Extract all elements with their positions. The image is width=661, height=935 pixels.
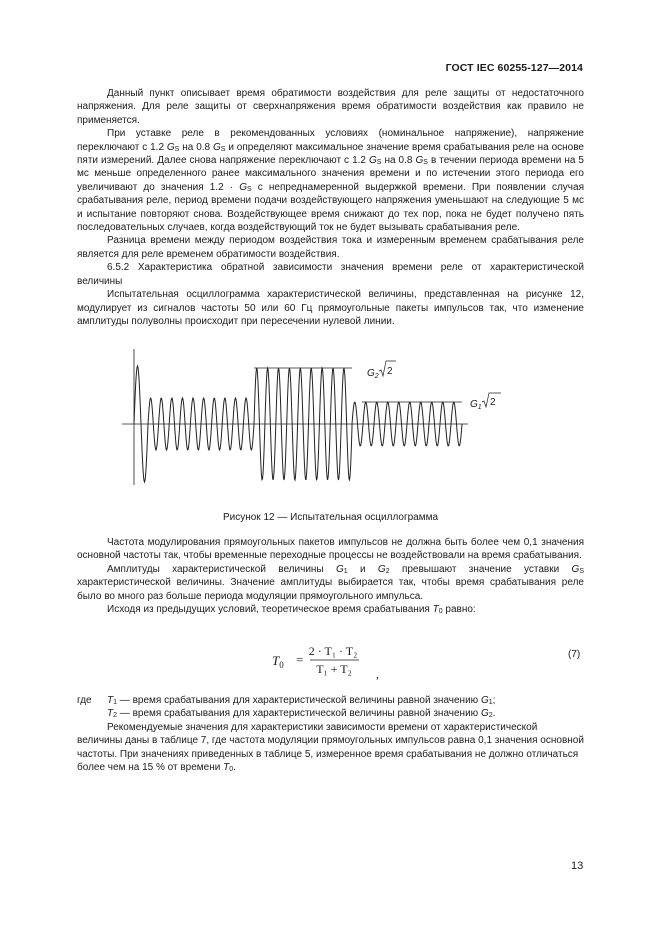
paragraph-test-procedure: При уставке реле в рекомендованных условиях (номинальное напряжение), напряжение переключают с 1.2 $G_S$ на 0.8 $G_S$ и определяют максимальное значение время срабатывания реле на основе пяти измерений. Далее снова напряжение переключают с 1.2 $G_S$ на 0.8 $G_S$ в течении периода времени на 5 мс меньше определенного ранее максимального значения времени и по истечении этого периода его увеличивают до значения $1.2 \cdot G_S$ с непреднамеренной выдержкой времени. При появлении случая срабатывания реле, период времени подачи воздействующего напряжения уменьшают на следующие 5 мс и испытание повторяют снова. Воздействующее время снижают до тех пор, пока не будет получено пять последовательных случаев, когда воздействующий ток не будет вызывать срабатывания реле. bbox=[77, 128, 584, 234]
formula-lhs: $T_0$ bbox=[272, 653, 284, 670]
g2-sqrt-value: 2 bbox=[387, 366, 393, 377]
formula-equals: = bbox=[296, 652, 304, 667]
formula-explanation bbox=[77, 694, 584, 774]
formula-comma: , bbox=[376, 667, 379, 681]
where-line-t2: $T_2$ — время срабатывания для характеристической величины равной значению $G_2$. bbox=[107, 708, 496, 720]
formula-numerator: 2 · T₁ · T₂ bbox=[308, 644, 358, 658]
test-oscillogram-figure bbox=[120, 343, 520, 493]
paragraph-modulation-frequency: Частота модулирования прямоугольных пакетов импульсов не должна быть более чем 0,1 значения основной частоты так, чтобы временные переходные процессы не воздействовали на время срабатывания. bbox=[77, 537, 584, 562]
paragraph-recommended-values: Рекомендуемые значения для характеристики зависимости времени от характеристической величины даны в таблице 7, где частота модуляции прямоугольных импульсов равна 0,1 значения основной частоты. При значениях приведенных в таблице 5, измеренное время срабатывания не должно отличаться более чем на 15 % от времени $T_0$. bbox=[77, 721, 584, 774]
document-id-header: ГОСТ IEC 60255-127—2014 bbox=[445, 62, 583, 74]
g1-label: $G_1$ bbox=[470, 399, 482, 411]
paragraph-reset-definition: Разница времени между периодом воздействия тока и измеренным временем срабатывания реле является для реле временем обратимости воздействия. bbox=[77, 235, 584, 260]
page-number: 13 bbox=[571, 860, 584, 872]
g1-sqrt-value: 2 bbox=[490, 397, 496, 408]
section-heading-6-5-2: 6.5.2 Характеристика обратной зависимости значения времени реле от характеристической величины bbox=[77, 262, 584, 287]
paragraph-amplitudes: Амплитуды характеристической величины $G_1$ и $G_2$ превышают значение уставки $G_S$ характеристической величины. Значение амплитуды выбирается так, чтобы время срабатывания реле было во много раз больше периода модуляции прямоугольного импульса. bbox=[77, 563, 584, 602]
paragraph-theoretical-time: Исходя из предыдущих условий, теоретическое время срабатывания $T_0$ равно: bbox=[107, 604, 476, 616]
body-text-middle bbox=[77, 536, 584, 616]
paragraph-reset-time: Данный пункт описывает время обратимости воздействия для реле защиты от недостаточного напряжения. Для реле защиты от сверхнапряжения время обратимости воздействия как правило не применяется. bbox=[77, 88, 584, 126]
formula-7 bbox=[0, 638, 661, 688]
formula-denominator: T₁ + T₂ bbox=[316, 662, 352, 676]
g2-label: $G_2$ bbox=[367, 368, 379, 380]
formula-number: (7) bbox=[568, 649, 581, 660]
figure-caption: Рисунок 12 — Испытательная осциллограмма bbox=[222, 512, 439, 523]
paragraph-oscillogram-description: Испытательная осциллограмма характеристической величины, представленная на рисунке 12, модулирует из сигналов частоты 50 или 60 Гц прямоугольные пакеты импульсов так, что изменение амплитуды полуволны происходит при пересечении нулевой линии. bbox=[77, 289, 584, 327]
body-text-top bbox=[77, 87, 584, 328]
where-line-t1: где $T_1$ — время срабатывания для характеристической величины равной значению $G_1$; bbox=[77, 695, 496, 706]
